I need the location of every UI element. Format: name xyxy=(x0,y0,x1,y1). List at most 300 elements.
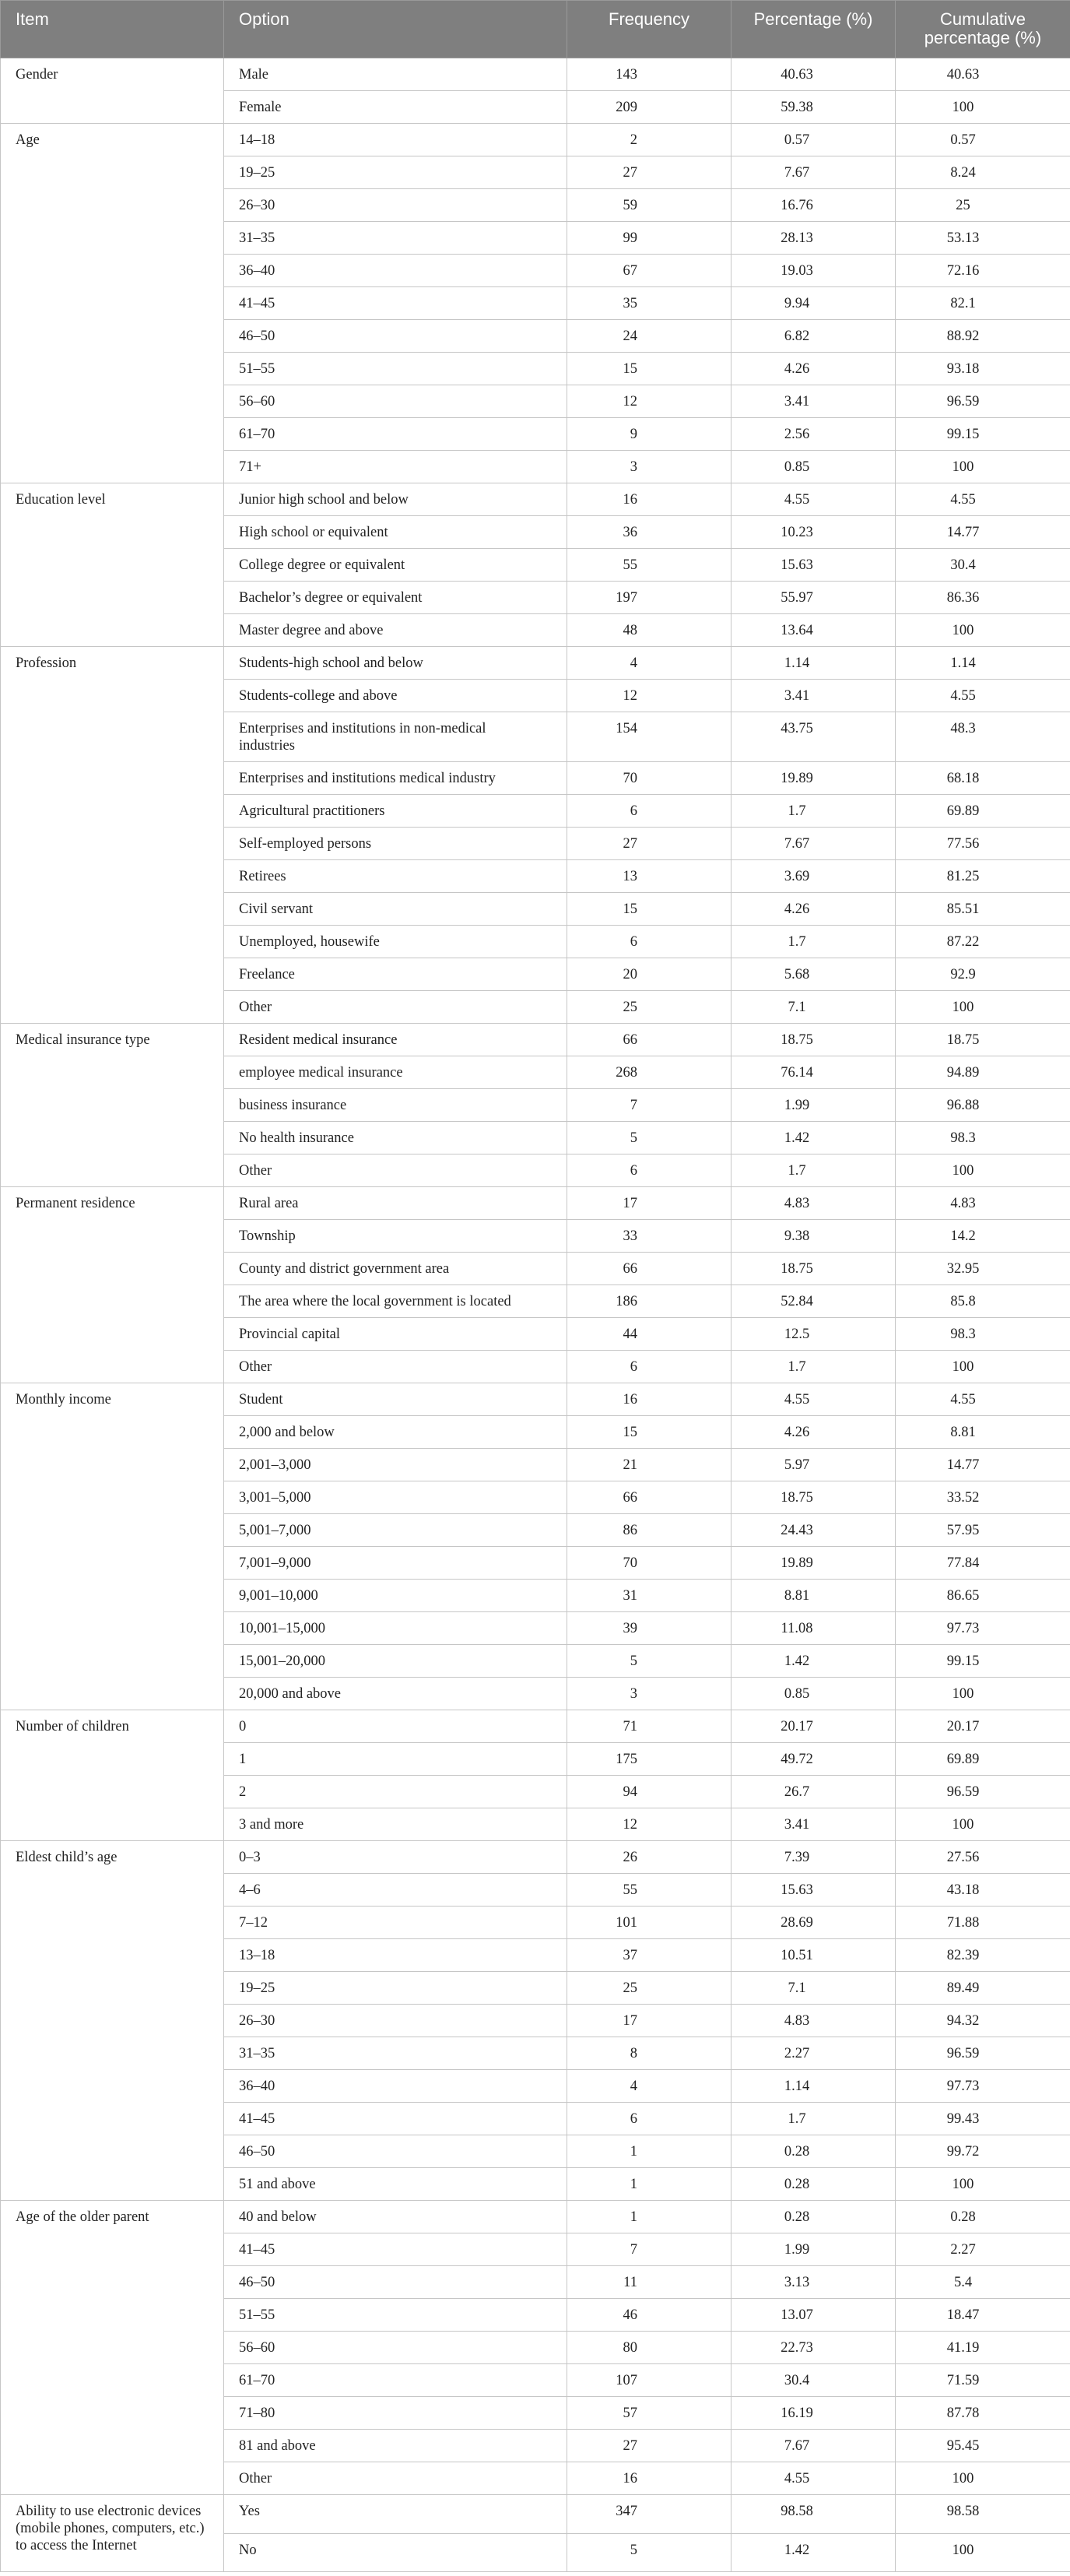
cumulative-percentage-cell: 100 xyxy=(896,2168,1070,2201)
frequency-cell: 17 xyxy=(567,2005,731,2037)
frequency-cell: 1 xyxy=(567,2201,731,2233)
frequency-cell: 33 xyxy=(567,1220,731,1253)
table-row xyxy=(1,58,1070,91)
percentage-cell: 1.14 xyxy=(731,2070,896,2103)
option-cell: 9,001–10,000 xyxy=(224,1580,567,1612)
frequency-cell: 94 xyxy=(567,1776,731,1808)
row-group xyxy=(1,1383,1070,1710)
option-cell: Students-high school and below xyxy=(224,647,567,680)
option-cell: employee medical insurance xyxy=(224,1056,567,1089)
frequency-cell: 6 xyxy=(567,1154,731,1187)
frequency-cell: 15 xyxy=(567,1416,731,1449)
cumulative-percentage-cell: 98.3 xyxy=(896,1122,1070,1154)
frequency-cell: 7 xyxy=(567,2233,731,2266)
percentage-cell: 55.97 xyxy=(731,582,896,614)
cumulative-percentage-cell: 8.81 xyxy=(896,1416,1070,1449)
option-cell: 36–40 xyxy=(224,255,567,287)
option-cell: 13–18 xyxy=(224,1939,567,1972)
percentage-cell: 0.85 xyxy=(731,451,896,483)
cumulative-percentage-cell: 14.77 xyxy=(896,1449,1070,1481)
frequency-cell: 39 xyxy=(567,1612,731,1645)
percentage-cell: 13.07 xyxy=(731,2299,896,2332)
table-row xyxy=(1,1024,1070,1056)
percentage-cell: 59.38 xyxy=(731,91,896,124)
frequency-cell: 36 xyxy=(567,516,731,549)
option-cell: Students-college and above xyxy=(224,680,567,712)
item-cell: Ability to use electronic devices (mobile phones, computers, etc.) to access the Internet xyxy=(1,2495,224,2572)
percentage-cell: 1.7 xyxy=(731,1351,896,1383)
column-header-cumulative-percentage: Cumulative percentage (%) xyxy=(896,1,1070,58)
percentage-cell: 7.1 xyxy=(731,1972,896,2005)
row-group xyxy=(1,1024,1070,1187)
cumulative-percentage-cell: 0.57 xyxy=(896,124,1070,156)
cumulative-percentage-cell: 40.63 xyxy=(896,58,1070,91)
cumulative-percentage-cell: 14.2 xyxy=(896,1220,1070,1253)
item-cell: Permanent residence xyxy=(1,1187,224,1383)
cumulative-percentage-cell: 72.16 xyxy=(896,255,1070,287)
cumulative-percentage-cell: 69.89 xyxy=(896,795,1070,828)
percentage-cell: 30.4 xyxy=(731,2364,896,2397)
percentage-cell: 4.55 xyxy=(731,1383,896,1416)
cumulative-percentage-cell: 97.73 xyxy=(896,2070,1070,2103)
option-cell: Female xyxy=(224,91,567,124)
percentage-cell: 7.1 xyxy=(731,991,896,1024)
frequency-cell: 15 xyxy=(567,893,731,926)
option-cell: 31–35 xyxy=(224,222,567,255)
frequency-cell: 186 xyxy=(567,1285,731,1318)
frequency-cell: 48 xyxy=(567,614,731,647)
option-cell: 40 and below xyxy=(224,2201,567,2233)
cumulative-percentage-cell: 0.28 xyxy=(896,2201,1070,2233)
cumulative-percentage-cell: 33.52 xyxy=(896,1481,1070,1514)
percentage-cell: 28.13 xyxy=(731,222,896,255)
cumulative-percentage-cell: 87.22 xyxy=(896,926,1070,958)
percentage-cell: 28.69 xyxy=(731,1907,896,1939)
item-cell: Number of children xyxy=(1,1710,224,1841)
option-cell: Yes xyxy=(224,2495,567,2534)
percentage-cell: 49.72 xyxy=(731,1743,896,1776)
frequency-cell: 80 xyxy=(567,2332,731,2364)
option-cell: 46–50 xyxy=(224,2135,567,2168)
percentage-cell: 18.75 xyxy=(731,1253,896,1285)
percentage-cell: 1.99 xyxy=(731,2233,896,2266)
frequency-cell: 31 xyxy=(567,1580,731,1612)
percentage-cell: 98.58 xyxy=(731,2495,896,2534)
frequency-cell: 11 xyxy=(567,2266,731,2299)
option-cell: 81 and above xyxy=(224,2430,567,2462)
frequency-cell: 66 xyxy=(567,1481,731,1514)
percentage-cell: 16.19 xyxy=(731,2397,896,2430)
percentage-cell: 0.85 xyxy=(731,1678,896,1710)
cumulative-percentage-cell: 100 xyxy=(896,2462,1070,2495)
cumulative-percentage-cell: 98.58 xyxy=(896,2495,1070,2534)
frequency-cell: 27 xyxy=(567,828,731,860)
percentage-cell: 20.17 xyxy=(731,1710,896,1743)
percentage-cell: 24.43 xyxy=(731,1514,896,1547)
table-row xyxy=(1,1710,1070,1743)
option-cell: Other xyxy=(224,2462,567,2495)
cumulative-percentage-cell: 57.95 xyxy=(896,1514,1070,1547)
option-cell: High school or equivalent xyxy=(224,516,567,549)
cumulative-percentage-cell: 96.59 xyxy=(896,1776,1070,1808)
frequency-cell: 66 xyxy=(567,1253,731,1285)
cumulative-percentage-cell: 69.89 xyxy=(896,1743,1070,1776)
frequency-cell: 55 xyxy=(567,549,731,582)
option-cell: Freelance xyxy=(224,958,567,991)
frequency-cell: 44 xyxy=(567,1318,731,1351)
frequency-cell: 21 xyxy=(567,1449,731,1481)
percentage-cell: 2.56 xyxy=(731,418,896,451)
frequency-cell: 16 xyxy=(567,2462,731,2495)
frequency-cell: 59 xyxy=(567,189,731,222)
percentage-cell: 1.42 xyxy=(731,1122,896,1154)
frequency-cell: 143 xyxy=(567,58,731,91)
frequency-cell: 3 xyxy=(567,451,731,483)
item-cell: Gender xyxy=(1,58,224,124)
cumulative-percentage-cell: 100 xyxy=(896,451,1070,483)
percentage-cell: 1.14 xyxy=(731,647,896,680)
frequency-cell: 66 xyxy=(567,1024,731,1056)
cumulative-percentage-cell: 86.65 xyxy=(896,1580,1070,1612)
percentage-cell: 4.55 xyxy=(731,2462,896,2495)
table-row xyxy=(1,483,1070,516)
cumulative-percentage-cell: 100 xyxy=(896,1808,1070,1841)
option-cell: Male xyxy=(224,58,567,91)
option-cell: No xyxy=(224,2533,567,2572)
cumulative-percentage-cell: 99.43 xyxy=(896,2103,1070,2135)
frequency-cell: 7 xyxy=(567,1089,731,1122)
option-cell: 7–12 xyxy=(224,1907,567,1939)
option-cell: 31–35 xyxy=(224,2037,567,2070)
percentage-cell: 7.67 xyxy=(731,156,896,189)
cumulative-percentage-cell: 96.88 xyxy=(896,1089,1070,1122)
option-cell: Self-employed persons xyxy=(224,828,567,860)
percentage-cell: 1.7 xyxy=(731,926,896,958)
option-cell: County and district government area xyxy=(224,1253,567,1285)
percentage-cell: 10.23 xyxy=(731,516,896,549)
cumulative-percentage-cell: 100 xyxy=(896,1351,1070,1383)
option-cell: 51–55 xyxy=(224,353,567,385)
column-header-percentage: Percentage (%) xyxy=(731,1,896,58)
option-cell: Retirees xyxy=(224,860,567,893)
frequency-cell: 25 xyxy=(567,1972,731,2005)
percentage-cell: 22.73 xyxy=(731,2332,896,2364)
frequency-cell: 99 xyxy=(567,222,731,255)
item-cell: Age xyxy=(1,124,224,483)
option-cell: 56–60 xyxy=(224,2332,567,2364)
percentage-cell: 12.5 xyxy=(731,1318,896,1351)
option-cell: College degree or equivalent xyxy=(224,549,567,582)
option-cell: Other xyxy=(224,1154,567,1187)
option-cell: 71–80 xyxy=(224,2397,567,2430)
percentage-cell: 1.7 xyxy=(731,2103,896,2135)
percentage-cell: 3.69 xyxy=(731,860,896,893)
cumulative-percentage-cell: 68.18 xyxy=(896,762,1070,795)
frequency-cell: 70 xyxy=(567,762,731,795)
percentage-cell: 16.76 xyxy=(731,189,896,222)
percentage-cell: 19.89 xyxy=(731,1547,896,1580)
option-cell: 7,001–9,000 xyxy=(224,1547,567,1580)
cumulative-percentage-cell: 99.15 xyxy=(896,418,1070,451)
cumulative-percentage-cell: 5.4 xyxy=(896,2266,1070,2299)
column-header-frequency: Frequency xyxy=(567,1,731,58)
frequency-cell: 101 xyxy=(567,1907,731,1939)
percentage-cell: 4.26 xyxy=(731,893,896,926)
frequency-cell: 26 xyxy=(567,1841,731,1874)
option-cell: 56–60 xyxy=(224,385,567,418)
option-cell: 4–6 xyxy=(224,1874,567,1907)
item-cell: Eldest child’s age xyxy=(1,1841,224,2201)
percentage-cell: 15.63 xyxy=(731,1874,896,1907)
option-cell: 36–40 xyxy=(224,2070,567,2103)
table-row xyxy=(1,124,1070,156)
percentage-cell: 10.51 xyxy=(731,1939,896,1972)
cumulative-percentage-cell: 100 xyxy=(896,2533,1070,2572)
percentage-cell: 5.68 xyxy=(731,958,896,991)
frequency-cell: 5 xyxy=(567,1645,731,1678)
frequency-cell: 71 xyxy=(567,1710,731,1743)
table-header xyxy=(1,1,1070,58)
percentage-cell: 1.7 xyxy=(731,1154,896,1187)
frequency-cell: 16 xyxy=(567,483,731,516)
option-cell: Agricultural practitioners xyxy=(224,795,567,828)
cumulative-percentage-cell: 32.95 xyxy=(896,1253,1070,1285)
option-cell: 51–55 xyxy=(224,2299,567,2332)
cumulative-percentage-cell: 96.59 xyxy=(896,385,1070,418)
frequency-cell: 9 xyxy=(567,418,731,451)
cumulative-percentage-cell: 99.72 xyxy=(896,2135,1070,2168)
frequency-cell: 20 xyxy=(567,958,731,991)
percentage-cell: 1.99 xyxy=(731,1089,896,1122)
percentage-cell: 2.27 xyxy=(731,2037,896,2070)
row-group xyxy=(1,2495,1070,2572)
row-group xyxy=(1,1841,1070,2201)
option-cell: 19–25 xyxy=(224,1972,567,2005)
cumulative-percentage-cell: 92.9 xyxy=(896,958,1070,991)
table-row xyxy=(1,2201,1070,2233)
percentage-cell: 43.75 xyxy=(731,712,896,762)
frequency-cell: 197 xyxy=(567,582,731,614)
table-row xyxy=(1,647,1070,680)
percentage-cell: 3.41 xyxy=(731,385,896,418)
cumulative-percentage-cell: 2.27 xyxy=(896,2233,1070,2266)
percentage-cell: 4.26 xyxy=(731,353,896,385)
percentage-cell: 40.63 xyxy=(731,58,896,91)
option-cell: business insurance xyxy=(224,1089,567,1122)
cumulative-percentage-cell: 96.59 xyxy=(896,2037,1070,2070)
percentage-cell: 1.42 xyxy=(731,2533,896,2572)
option-cell: Resident medical insurance xyxy=(224,1024,567,1056)
frequency-cell: 12 xyxy=(567,680,731,712)
frequency-cell: 347 xyxy=(567,2495,731,2534)
cumulative-percentage-cell: 71.88 xyxy=(896,1907,1070,1939)
cumulative-percentage-cell: 4.55 xyxy=(896,483,1070,516)
frequency-cell: 67 xyxy=(567,255,731,287)
frequency-cell: 57 xyxy=(567,2397,731,2430)
header-row xyxy=(1,1,1070,58)
cumulative-percentage-cell: 82.1 xyxy=(896,287,1070,320)
option-cell: 71+ xyxy=(224,451,567,483)
option-cell: Other xyxy=(224,1351,567,1383)
option-cell: 46–50 xyxy=(224,2266,567,2299)
option-cell: 3 and more xyxy=(224,1808,567,1841)
percentage-cell: 4.55 xyxy=(731,483,896,516)
cumulative-percentage-cell: 43.18 xyxy=(896,1874,1070,1907)
frequency-cell: 1 xyxy=(567,2135,731,2168)
percentage-cell: 19.89 xyxy=(731,762,896,795)
frequency-cell: 4 xyxy=(567,2070,731,2103)
percentage-cell: 19.03 xyxy=(731,255,896,287)
frequency-cell: 27 xyxy=(567,156,731,189)
percentage-cell: 7.67 xyxy=(731,2430,896,2462)
percentage-cell: 76.14 xyxy=(731,1056,896,1089)
cumulative-percentage-cell: 48.3 xyxy=(896,712,1070,762)
table-row xyxy=(1,1187,1070,1220)
frequency-cell: 1 xyxy=(567,2168,731,2201)
option-cell: 14–18 xyxy=(224,124,567,156)
frequency-cell: 12 xyxy=(567,385,731,418)
frequency-cell: 12 xyxy=(567,1808,731,1841)
option-cell: Township xyxy=(224,1220,567,1253)
cumulative-percentage-cell: 81.25 xyxy=(896,860,1070,893)
option-cell: 26–30 xyxy=(224,2005,567,2037)
percentage-cell: 0.28 xyxy=(731,2201,896,2233)
percentage-cell: 3.41 xyxy=(731,680,896,712)
option-cell: Student xyxy=(224,1383,567,1416)
column-header-item: Item xyxy=(1,1,224,58)
option-cell: 2 xyxy=(224,1776,567,1808)
option-cell: 15,001–20,000 xyxy=(224,1645,567,1678)
percentage-cell: 18.75 xyxy=(731,1024,896,1056)
option-cell: 61–70 xyxy=(224,418,567,451)
frequency-cell: 5 xyxy=(567,2533,731,2572)
frequency-cell: 35 xyxy=(567,287,731,320)
frequency-cell: 17 xyxy=(567,1187,731,1220)
option-cell: 26–30 xyxy=(224,189,567,222)
row-group xyxy=(1,1710,1070,1841)
cumulative-percentage-cell: 99.15 xyxy=(896,1645,1070,1678)
frequency-cell: 6 xyxy=(567,1351,731,1383)
percentage-cell: 9.38 xyxy=(731,1220,896,1253)
cumulative-percentage-cell: 4.83 xyxy=(896,1187,1070,1220)
frequency-cell: 37 xyxy=(567,1939,731,1972)
frequency-cell: 6 xyxy=(567,795,731,828)
option-cell: 41–45 xyxy=(224,2103,567,2135)
cumulative-percentage-cell: 85.8 xyxy=(896,1285,1070,1318)
cumulative-percentage-cell: 41.19 xyxy=(896,2332,1070,2364)
cumulative-percentage-cell: 4.55 xyxy=(896,1383,1070,1416)
option-cell: 3,001–5,000 xyxy=(224,1481,567,1514)
option-cell: Unemployed, housewife xyxy=(224,926,567,958)
percentage-cell: 52.84 xyxy=(731,1285,896,1318)
option-cell: 0 xyxy=(224,1710,567,1743)
column-header-option: Option xyxy=(224,1,567,58)
option-cell: 5,001–7,000 xyxy=(224,1514,567,1547)
frequency-cell: 86 xyxy=(567,1514,731,1547)
option-cell: Other xyxy=(224,991,567,1024)
frequency-cell: 24 xyxy=(567,320,731,353)
frequency-cell: 6 xyxy=(567,926,731,958)
option-cell: 41–45 xyxy=(224,287,567,320)
cumulative-percentage-cell: 98.3 xyxy=(896,1318,1070,1351)
cumulative-percentage-cell: 14.77 xyxy=(896,516,1070,549)
frequency-cell: 5 xyxy=(567,1122,731,1154)
row-group xyxy=(1,1187,1070,1383)
percentage-cell: 1.42 xyxy=(731,1645,896,1678)
row-group xyxy=(1,483,1070,647)
cumulative-percentage-cell: 4.55 xyxy=(896,680,1070,712)
cumulative-percentage-cell: 8.24 xyxy=(896,156,1070,189)
option-cell: 46–50 xyxy=(224,320,567,353)
cumulative-percentage-cell: 94.89 xyxy=(896,1056,1070,1089)
table-row xyxy=(1,1383,1070,1416)
option-cell: 1 xyxy=(224,1743,567,1776)
cumulative-percentage-cell: 97.73 xyxy=(896,1612,1070,1645)
option-cell: Bachelor’s degree or equivalent xyxy=(224,582,567,614)
option-cell: 2,001–3,000 xyxy=(224,1449,567,1481)
percentage-cell: 4.83 xyxy=(731,1187,896,1220)
row-group xyxy=(1,2201,1070,2495)
percentage-cell: 11.08 xyxy=(731,1612,896,1645)
frequency-cell: 6 xyxy=(567,2103,731,2135)
percentage-cell: 3.13 xyxy=(731,2266,896,2299)
percentage-cell: 0.28 xyxy=(731,2135,896,2168)
cumulative-percentage-cell: 71.59 xyxy=(896,2364,1070,2397)
frequency-cell: 154 xyxy=(567,712,731,762)
table-row xyxy=(1,1841,1070,1874)
cumulative-percentage-cell: 53.13 xyxy=(896,222,1070,255)
percentage-cell: 4.26 xyxy=(731,1416,896,1449)
frequency-cell: 15 xyxy=(567,353,731,385)
percentage-cell: 9.94 xyxy=(731,287,896,320)
cumulative-percentage-cell: 77.56 xyxy=(896,828,1070,860)
frequency-cell: 13 xyxy=(567,860,731,893)
option-cell: Provincial capital xyxy=(224,1318,567,1351)
option-cell: 20,000 and above xyxy=(224,1678,567,1710)
cumulative-percentage-cell: 30.4 xyxy=(896,549,1070,582)
option-cell: The area where the local government is located xyxy=(224,1285,567,1318)
option-cell: Master degree and above xyxy=(224,614,567,647)
cumulative-percentage-cell: 88.92 xyxy=(896,320,1070,353)
cumulative-percentage-cell: 85.51 xyxy=(896,893,1070,926)
frequency-cell: 55 xyxy=(567,1874,731,1907)
cumulative-percentage-cell: 93.18 xyxy=(896,353,1070,385)
cumulative-percentage-cell: 100 xyxy=(896,1678,1070,1710)
option-cell: Enterprises and institutions in non-medical industries xyxy=(224,712,567,762)
percentage-cell: 5.97 xyxy=(731,1449,896,1481)
percentage-cell: 13.64 xyxy=(731,614,896,647)
cumulative-percentage-cell: 18.47 xyxy=(896,2299,1070,2332)
percentage-cell: 8.81 xyxy=(731,1580,896,1612)
row-group xyxy=(1,58,1070,124)
frequency-cell: 107 xyxy=(567,2364,731,2397)
percentage-cell: 15.63 xyxy=(731,549,896,582)
option-cell: Civil servant xyxy=(224,893,567,926)
item-cell: Medical insurance type xyxy=(1,1024,224,1187)
option-cell: No health insurance xyxy=(224,1122,567,1154)
frequency-cell: 70 xyxy=(567,1547,731,1580)
cumulative-percentage-cell: 18.75 xyxy=(896,1024,1070,1056)
cumulative-percentage-cell: 95.45 xyxy=(896,2430,1070,2462)
option-cell: 61–70 xyxy=(224,2364,567,2397)
frequency-cell: 8 xyxy=(567,2037,731,2070)
option-cell: 2,000 and below xyxy=(224,1416,567,1449)
frequency-cell: 209 xyxy=(567,91,731,124)
percentage-cell: 0.28 xyxy=(731,2168,896,2201)
frequency-cell: 27 xyxy=(567,2430,731,2462)
option-cell: 41–45 xyxy=(224,2233,567,2266)
frequency-cell: 3 xyxy=(567,1678,731,1710)
